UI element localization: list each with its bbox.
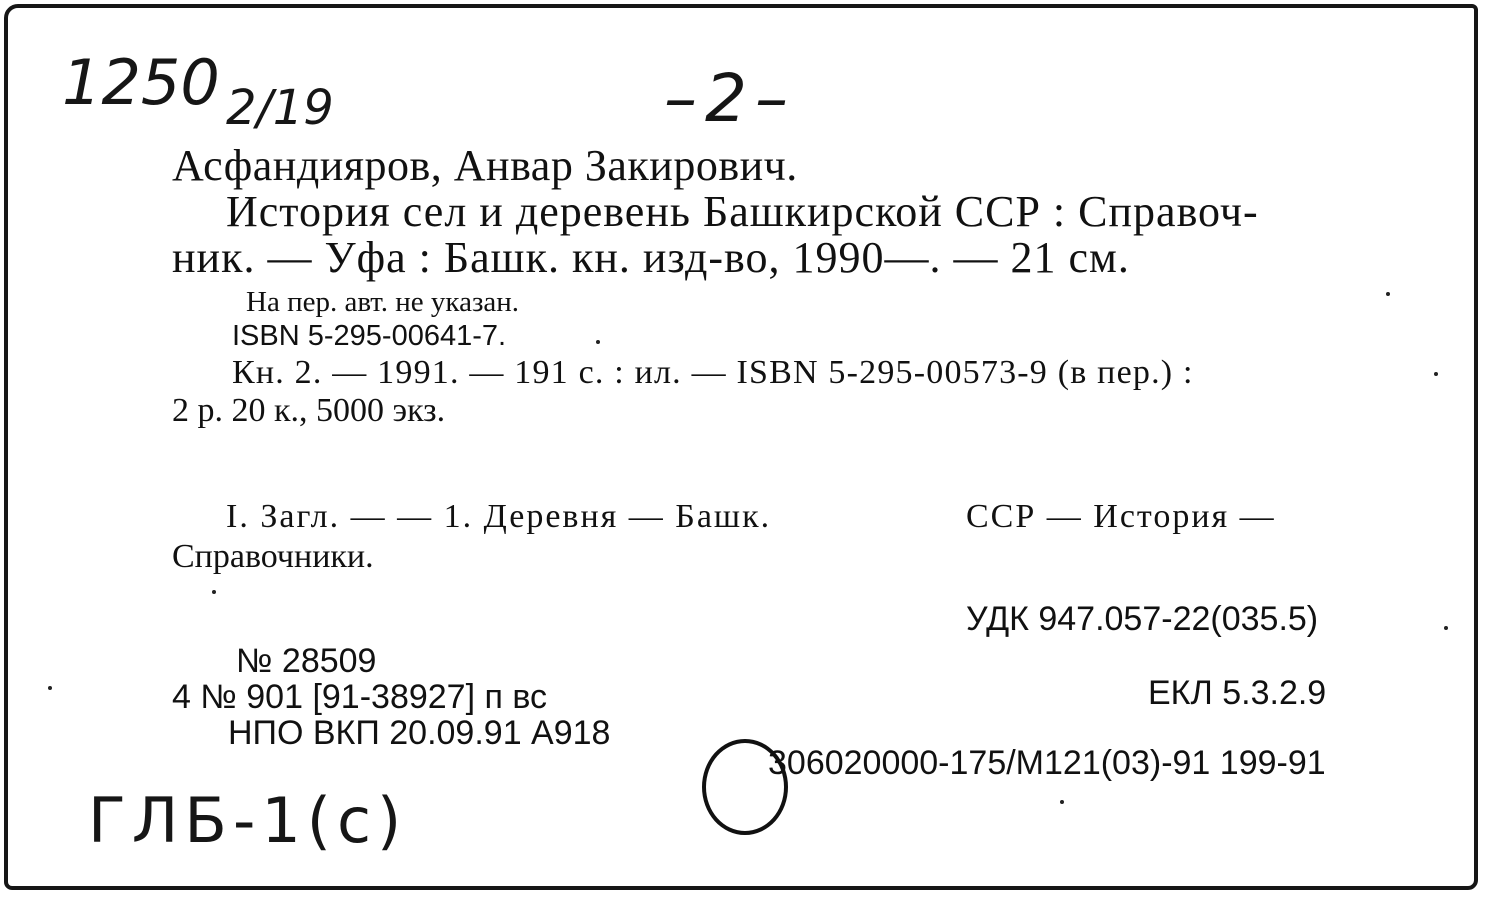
speck bbox=[1444, 626, 1448, 630]
ekl-code: ЕКЛ 5.3.2.9 bbox=[1148, 674, 1327, 712]
subjects-line-1a: I. Загл. — — 1. Деревня — Башк. bbox=[226, 498, 772, 535]
speck bbox=[48, 686, 52, 690]
speck bbox=[596, 340, 600, 344]
author-note: На пер. авт. не указан. bbox=[246, 286, 520, 318]
speck bbox=[212, 590, 216, 594]
udk-code: УДК 947.057-22(035.5) bbox=[966, 600, 1319, 638]
volume-line-1: Кн. 2. — 1991. — 191 с. : ил. — ISBN 5-295-00573-9 (в пер.) : bbox=[232, 354, 1194, 391]
stamp-circle bbox=[702, 739, 788, 835]
title-line-1: История сел и деревень Башкирской ССР : Справоч- bbox=[226, 187, 1259, 236]
handwritten-shelf-mark: 1250 bbox=[62, 46, 220, 119]
npo-line: НПО ВКП 20.09.91 А918 bbox=[228, 714, 611, 752]
author-heading: Асфандияров, Анвар Закирович. bbox=[172, 141, 798, 190]
handwritten-shelf-sub: 2/19 bbox=[226, 80, 334, 136]
order-line: 4 № 901 [91-38927] п вс bbox=[172, 678, 548, 716]
speck bbox=[1386, 292, 1390, 296]
subjects-line-2: Справочники. bbox=[172, 538, 374, 575]
speck bbox=[1434, 372, 1438, 376]
handwritten-copy-mark: –2– bbox=[664, 60, 796, 137]
title-line-2: ник. — Уфа : Башк. кн. изд-во, 1990—. — 21 см. bbox=[172, 233, 1130, 282]
subjects-line-1b: ССР — История — bbox=[966, 498, 1276, 535]
isbn-line: ISBN 5-295-00641-7. bbox=[232, 320, 507, 352]
volume-line-2: 2 р. 20 к., 5000 экз. bbox=[172, 392, 446, 429]
classification-code: 306020000-175/М121(03)-91 199-91 bbox=[768, 744, 1326, 782]
record-number: № 28509 bbox=[236, 642, 377, 680]
speck bbox=[1060, 800, 1064, 804]
handwritten-library-code: ГЛБ-1(с) bbox=[88, 784, 408, 857]
